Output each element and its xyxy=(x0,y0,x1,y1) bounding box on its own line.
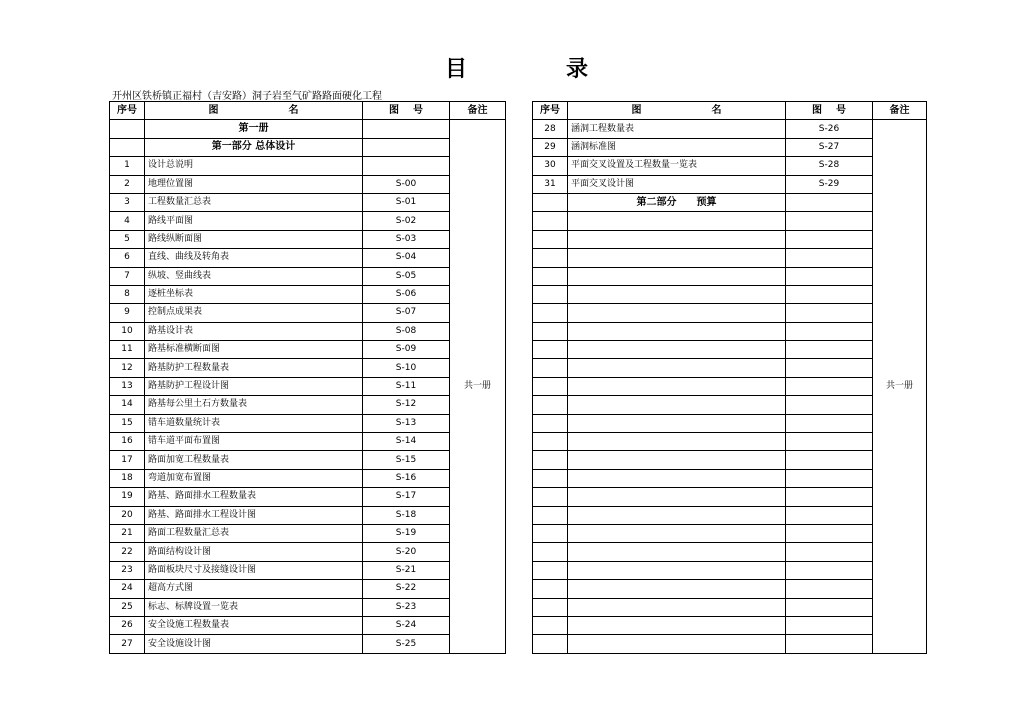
drawing-code xyxy=(786,359,873,377)
drawing-name: 路面加宽工程数量表 xyxy=(145,451,363,469)
drawing-code xyxy=(786,249,873,267)
drawing-name xyxy=(568,212,786,230)
seq-cell xyxy=(533,451,568,469)
seq-cell xyxy=(110,120,145,138)
header-name-a: 图 xyxy=(208,104,219,116)
drawing-code xyxy=(786,524,873,542)
drawing-code: S-06 xyxy=(363,285,450,303)
page-title xyxy=(0,52,1024,84)
empty-row xyxy=(533,304,927,322)
drawing-name: 安全设施设计图 xyxy=(145,635,363,653)
drawing-code xyxy=(786,341,873,359)
seq-cell: 20 xyxy=(110,506,145,524)
empty-row xyxy=(533,267,927,285)
header-seq: 序号 xyxy=(533,102,568,120)
drawing-name: 错车道平面布置图 xyxy=(145,433,363,451)
seq-cell xyxy=(533,414,568,432)
drawing-code: S-04 xyxy=(363,249,450,267)
seq-cell: 5 xyxy=(110,230,145,248)
header-note: 备注 xyxy=(873,102,927,120)
drawing-name xyxy=(568,414,786,432)
drawing-code xyxy=(786,635,873,653)
table-row xyxy=(110,451,506,469)
drawing-name: 路基每公里土石方数量表 xyxy=(145,396,363,414)
seq-cell: 29 xyxy=(533,138,568,156)
drawing-name: 工程数量汇总表 xyxy=(145,193,363,211)
table-row xyxy=(110,488,506,506)
drawing-code xyxy=(786,451,873,469)
seq-cell: 4 xyxy=(110,212,145,230)
drawing-name: 地理位置图 xyxy=(145,175,363,193)
drawing-code: S-29 xyxy=(786,175,873,193)
drawing-name: 直线、曲线及转角表 xyxy=(145,249,363,267)
table-row xyxy=(110,322,506,340)
seq-cell: 18 xyxy=(110,469,145,487)
drawing-code xyxy=(786,616,873,634)
drawing-name xyxy=(568,598,786,616)
drawing-code: S-15 xyxy=(363,451,450,469)
seq-cell: 24 xyxy=(110,580,145,598)
header-code-b: 号 xyxy=(413,104,423,116)
table-row xyxy=(533,157,927,175)
drawing-code xyxy=(786,304,873,322)
table-row xyxy=(533,175,927,193)
seq-cell xyxy=(533,249,568,267)
drawing-code: S-14 xyxy=(363,433,450,451)
empty-row xyxy=(533,359,927,377)
drawing-name: 涵洞标准图 xyxy=(568,138,786,156)
code-cell xyxy=(363,120,450,138)
table-row xyxy=(110,414,506,432)
section-row xyxy=(110,120,506,138)
index-table-right xyxy=(532,101,927,654)
header-code-b: 号 xyxy=(836,104,846,116)
header-code-a: 图 xyxy=(812,104,822,116)
drawing-name xyxy=(568,580,786,598)
empty-row xyxy=(533,433,927,451)
seq-cell: 6 xyxy=(110,249,145,267)
seq-cell xyxy=(533,304,568,322)
seq-cell xyxy=(533,322,568,340)
empty-row xyxy=(533,341,927,359)
drawing-code: S-09 xyxy=(363,341,450,359)
seq-cell xyxy=(533,377,568,395)
seq-cell xyxy=(533,396,568,414)
drawing-name: 错车道数量统计表 xyxy=(145,414,363,432)
seq-cell: 22 xyxy=(110,543,145,561)
seq-cell xyxy=(533,524,568,542)
empty-row xyxy=(533,598,927,616)
drawing-name: 安全设施工程数量表 xyxy=(145,616,363,634)
project-name: 开州区铁桥镇正福村（吉安路）洞子岩至气矿路路面硬化工程 xyxy=(112,91,382,102)
table-header xyxy=(110,102,506,120)
drawing-code: S-03 xyxy=(363,230,450,248)
drawing-code xyxy=(786,488,873,506)
seq-cell: 8 xyxy=(110,285,145,303)
seq-cell: 14 xyxy=(110,396,145,414)
empty-row xyxy=(533,543,927,561)
drawing-name xyxy=(568,561,786,579)
drawing-code: S-00 xyxy=(363,175,450,193)
table-row xyxy=(110,616,506,634)
drawing-name: 路线平面图 xyxy=(145,212,363,230)
drawing-code xyxy=(786,598,873,616)
seq-cell xyxy=(533,267,568,285)
header-name-a: 图 xyxy=(631,104,642,116)
seq-cell: 12 xyxy=(110,359,145,377)
drawing-code xyxy=(786,377,873,395)
empty-row xyxy=(533,580,927,598)
seq-cell xyxy=(533,543,568,561)
drawing-name: 平面交叉设计图 xyxy=(568,175,786,193)
seq-cell: 19 xyxy=(110,488,145,506)
drawing-code: S-18 xyxy=(363,506,450,524)
table-row xyxy=(110,543,506,561)
drawing-name xyxy=(568,341,786,359)
table-row xyxy=(110,285,506,303)
table-row xyxy=(110,175,506,193)
drawing-name xyxy=(568,396,786,414)
empty-row xyxy=(533,377,927,395)
drawing-name xyxy=(568,635,786,653)
drawing-code: S-28 xyxy=(786,157,873,175)
drawing-code: S-26 xyxy=(786,120,873,138)
table-row xyxy=(110,157,506,175)
header-name xyxy=(145,102,363,120)
note-cell: 共一册 xyxy=(450,120,506,653)
seq-cell xyxy=(533,616,568,634)
drawing-code: S-23 xyxy=(363,598,450,616)
drawing-code xyxy=(786,396,873,414)
drawing-code: S-08 xyxy=(363,322,450,340)
drawing-name: 涵洞工程数量表 xyxy=(568,120,786,138)
drawing-code xyxy=(786,322,873,340)
drawing-name xyxy=(568,285,786,303)
table-row xyxy=(110,396,506,414)
seq-cell: 27 xyxy=(110,635,145,653)
table-row xyxy=(110,377,506,395)
seq-cell xyxy=(533,212,568,230)
seq-cell xyxy=(533,469,568,487)
seq-cell xyxy=(533,359,568,377)
empty-row xyxy=(533,524,927,542)
header-code xyxy=(363,102,450,120)
header-name-b: 名 xyxy=(711,104,722,116)
drawing-code: S-05 xyxy=(363,267,450,285)
drawing-name: 路面工程数量汇总表 xyxy=(145,524,363,542)
drawing-name: 标志、标牌设置一览表 xyxy=(145,598,363,616)
empty-row xyxy=(533,230,927,248)
seq-cell xyxy=(533,193,568,211)
drawing-name: 平面交叉设置及工程数量一览表 xyxy=(568,157,786,175)
seq-cell xyxy=(533,506,568,524)
drawing-code: S-12 xyxy=(363,396,450,414)
seq-cell xyxy=(533,285,568,303)
drawing-name: 路线纵断面图 xyxy=(145,230,363,248)
seq-cell: 3 xyxy=(110,193,145,211)
drawing-name xyxy=(568,249,786,267)
drawing-code: S-20 xyxy=(363,543,450,561)
part-title: 第二部分 预算 xyxy=(568,193,786,211)
code-cell xyxy=(363,138,450,156)
drawing-code: S-27 xyxy=(786,138,873,156)
table-row xyxy=(110,433,506,451)
drawing-code xyxy=(786,561,873,579)
drawing-name xyxy=(568,322,786,340)
seq-cell: 11 xyxy=(110,341,145,359)
drawing-name: 路基防护工程数量表 xyxy=(145,359,363,377)
table-row xyxy=(533,120,927,138)
drawing-name xyxy=(568,506,786,524)
seq-cell xyxy=(533,433,568,451)
drawing-name xyxy=(568,230,786,248)
seq-cell xyxy=(533,598,568,616)
seq-cell: 9 xyxy=(110,304,145,322)
drawing-name: 路基、路面排水工程设计图 xyxy=(145,506,363,524)
drawing-name: 设计总说明 xyxy=(145,157,363,175)
drawing-code: S-17 xyxy=(363,488,450,506)
drawing-name xyxy=(568,524,786,542)
drawing-name xyxy=(568,469,786,487)
empty-row xyxy=(533,212,927,230)
table-row xyxy=(110,230,506,248)
table-row xyxy=(110,580,506,598)
header-seq: 序号 xyxy=(110,102,145,120)
seq-cell: 21 xyxy=(110,524,145,542)
table-row xyxy=(110,359,506,377)
drawing-code xyxy=(786,285,873,303)
empty-row xyxy=(533,414,927,432)
seq-cell xyxy=(533,635,568,653)
table-row xyxy=(110,598,506,616)
drawing-code: S-11 xyxy=(363,377,450,395)
seq-cell: 1 xyxy=(110,157,145,175)
section-row xyxy=(110,138,506,156)
seq-cell xyxy=(110,138,145,156)
table-row xyxy=(110,212,506,230)
empty-row xyxy=(533,249,927,267)
drawing-code xyxy=(786,212,873,230)
drawing-name: 纵坡、竖曲线表 xyxy=(145,267,363,285)
table-row xyxy=(110,524,506,542)
table-row xyxy=(110,341,506,359)
drawing-code: S-21 xyxy=(363,561,450,579)
empty-row xyxy=(533,635,927,653)
drawing-name: 控制点成果表 xyxy=(145,304,363,322)
title-part-1: 目 xyxy=(445,56,468,82)
drawing-name: 逐桩坐标表 xyxy=(145,285,363,303)
drawing-name xyxy=(568,377,786,395)
empty-row xyxy=(533,322,927,340)
empty-row xyxy=(533,616,927,634)
seq-cell: 25 xyxy=(110,598,145,616)
table-row xyxy=(110,249,506,267)
note-cell: 共一册 xyxy=(873,120,927,653)
drawing-name xyxy=(568,451,786,469)
drawing-code xyxy=(786,267,873,285)
empty-row xyxy=(533,285,927,303)
header-code xyxy=(786,102,873,120)
drawing-name xyxy=(568,433,786,451)
part-title: 第一部分 总体设计 xyxy=(145,138,363,156)
seq-cell xyxy=(533,561,568,579)
header-code-a: 图 xyxy=(389,104,399,116)
drawing-code: S-02 xyxy=(363,212,450,230)
seq-cell: 23 xyxy=(110,561,145,579)
drawing-name xyxy=(568,488,786,506)
drawing-name xyxy=(568,616,786,634)
table-row xyxy=(110,267,506,285)
drawing-code: S-25 xyxy=(363,635,450,653)
drawing-code xyxy=(786,506,873,524)
drawing-code: S-07 xyxy=(363,304,450,322)
drawing-code: S-01 xyxy=(363,193,450,211)
table-row xyxy=(110,469,506,487)
drawing-name: 超高方式图 xyxy=(145,580,363,598)
seq-cell: 10 xyxy=(110,322,145,340)
drawing-name: 路基防护工程设计图 xyxy=(145,377,363,395)
empty-row xyxy=(533,488,927,506)
seq-cell: 31 xyxy=(533,175,568,193)
header-note: 备注 xyxy=(450,102,506,120)
drawing-code: S-10 xyxy=(363,359,450,377)
drawing-name: 弯道加宽布置图 xyxy=(145,469,363,487)
drawing-code: S-22 xyxy=(363,580,450,598)
title-part-2: 录 xyxy=(566,56,589,82)
section-row xyxy=(533,193,927,211)
drawing-code: S-13 xyxy=(363,414,450,432)
table-row xyxy=(110,635,506,653)
drawing-code: S-19 xyxy=(363,524,450,542)
header-name-b: 名 xyxy=(288,104,299,116)
drawing-code: S-24 xyxy=(363,616,450,634)
table-row xyxy=(110,506,506,524)
drawing-name xyxy=(568,304,786,322)
drawing-name xyxy=(568,267,786,285)
header-name xyxy=(568,102,786,120)
drawing-code xyxy=(786,543,873,561)
drawing-code xyxy=(786,469,873,487)
seq-cell: 13 xyxy=(110,377,145,395)
drawing-name: 路基、路面排水工程数量表 xyxy=(145,488,363,506)
seq-cell xyxy=(533,341,568,359)
drawing-name: 路基标准横断面图 xyxy=(145,341,363,359)
seq-cell: 16 xyxy=(110,433,145,451)
empty-row xyxy=(533,469,927,487)
drawing-name xyxy=(568,359,786,377)
seq-cell xyxy=(533,580,568,598)
empty-row xyxy=(533,396,927,414)
index-table-left xyxy=(109,101,506,654)
volume-title: 第一册 xyxy=(145,120,363,138)
empty-row xyxy=(533,506,927,524)
table-header xyxy=(533,102,927,120)
table-row xyxy=(110,561,506,579)
drawing-code: S-16 xyxy=(363,469,450,487)
table-row xyxy=(110,304,506,322)
seq-cell: 17 xyxy=(110,451,145,469)
drawing-code xyxy=(786,580,873,598)
empty-row xyxy=(533,561,927,579)
seq-cell: 30 xyxy=(533,157,568,175)
drawing-code xyxy=(786,230,873,248)
code-cell xyxy=(786,193,873,211)
table-row xyxy=(533,138,927,156)
seq-cell: 2 xyxy=(110,175,145,193)
seq-cell: 28 xyxy=(533,120,568,138)
drawing-name: 路面板块尺寸及接缝设计图 xyxy=(145,561,363,579)
seq-cell: 7 xyxy=(110,267,145,285)
drawing-name: 路面结构设计图 xyxy=(145,543,363,561)
drawing-code xyxy=(786,433,873,451)
seq-cell: 15 xyxy=(110,414,145,432)
drawing-name xyxy=(568,543,786,561)
seq-cell: 26 xyxy=(110,616,145,634)
drawing-name: 路基设计表 xyxy=(145,322,363,340)
drawing-code xyxy=(363,157,450,175)
seq-cell xyxy=(533,488,568,506)
drawing-code xyxy=(786,414,873,432)
seq-cell xyxy=(533,230,568,248)
table-row xyxy=(110,193,506,211)
empty-row xyxy=(533,451,927,469)
